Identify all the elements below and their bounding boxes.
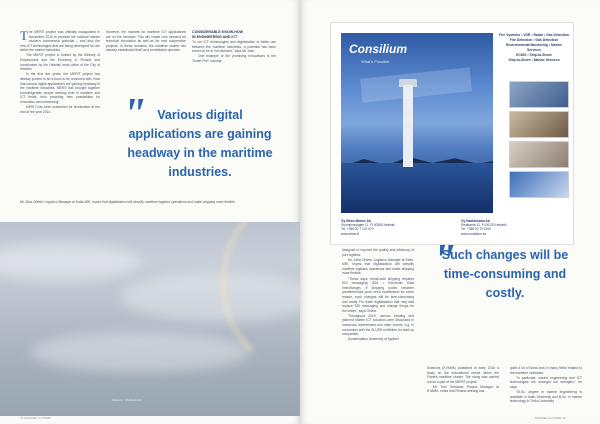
lighthouse-photo xyxy=(341,33,493,213)
contact-line: Tel. +358 20 79 2200 xyxy=(461,227,491,232)
contact-line: www.miran.fi xyxy=(341,231,360,236)
contact-line: www.consilium.se xyxy=(461,231,487,236)
photo-credit: Walsula / Shutterstock xyxy=(112,398,142,402)
product-list xyxy=(499,33,569,63)
right-column-1 xyxy=(342,248,414,412)
advertisement xyxy=(330,22,574,245)
pull-quote: Such changes will be time-consuming and costly. xyxy=(441,248,569,300)
paragraph: One example of the promising innovations is the 'Smart Port' concept. xyxy=(192,54,276,64)
paragraph: he MERIT project was officially inaugurated in November 2013 to promote the national marine cluster's commercial potential – and also the new ICT technologies that are being developed for use within the marine industries. xyxy=(20,30,100,53)
page-footer-right: MARINE CLUSTER 19 xyxy=(535,416,566,420)
list-item: Fire Systems • VDR • Radar • Gas Detection xyxy=(499,33,569,37)
paragraph: designed to improve the quality and efficiency of port logistics. xyxy=(342,248,414,257)
paragraph: Kymenlaakso University of Applied xyxy=(348,337,399,342)
right-column-2 xyxy=(427,366,499,412)
left-column-3 xyxy=(192,30,276,80)
contact-line: Eteläranta 12, FI-00130 Helsinki xyxy=(461,223,507,228)
list-item: Ship-to-Shore • Marine Services xyxy=(508,58,560,62)
paragraph: MERIT has been scheduled for termination at the end of the year 2014. xyxy=(20,105,100,114)
page-footer-left: 18 MARINE CLUSTER xyxy=(20,416,51,420)
contact-line: Tel. +358 20 7 123 570 xyxy=(341,227,374,232)
contact-block xyxy=(461,219,566,236)
contact-block xyxy=(341,219,441,236)
paragraph: "In particular, marine engineering and ICT technologies are amongst our strengths," he says. xyxy=(510,375,582,389)
right-column-3 xyxy=(510,366,582,412)
paragraph: Mr. Jaha Ohtele, Logistics Manager at Kalla-MRI, hopes that digitalization will simplify maritime logistics operations and make shipping more flexible. xyxy=(342,257,414,276)
subheading: CONSIDERABLE KNOW-HOW xyxy=(192,30,244,34)
left-column-1 xyxy=(20,30,100,180)
brand-tagline: What's Possible xyxy=(361,59,390,64)
paragraph: In the first two years, the MERIT project has already proved to be a boon to be reckoned with. Now that various digital applications are gaining headway in the maritime industries, MERIT has brought together knowledgeable people working both in maritime and ICT fields, thus providing new possibilities for innovation and networking. xyxy=(20,72,100,104)
paragraph: "These days, break-bulk shipping requires EDI messaging (EDI = Electronic Data Interchange). If shipping routes between predetermined ports need modification for some reason, such changes will be time-consuming and costly. For trade digitalization that may well replace EDI messaging and change things for the better," says Ohtele. xyxy=(342,276,414,313)
list-item: ECDIS • Ship-to-Shore xyxy=(516,53,552,57)
paragraph: quite a lot of know-how in many fields related to the maritime industries. xyxy=(510,366,582,375)
brand-logo: Consilium xyxy=(349,42,408,56)
thumbnail-photo xyxy=(509,81,569,108)
thumbnail-photo xyxy=(509,111,569,138)
list-item: Fire Detection • Gas Detection xyxy=(509,38,559,42)
pull-quote: Various digital applications are gaining headway in the maritime industries. xyxy=(127,108,273,179)
sky-rainbow-photo xyxy=(0,222,300,416)
paragraph: Throughout 2015, various existing and planned marine ICT solutions were discussed in numerous conferences and other events, e.g. in connection with the SLUSH exhibition for start-up companies. xyxy=(342,313,414,337)
thumbnail-photo xyxy=(509,171,569,198)
photo-caption: Mr. Aina Öhtele, Logistics Manager at Kalla-MRI, hopes that digitalization will simplify maritime logistics operations and make shipping more flexible. xyxy=(20,200,236,204)
subheading: IN ENGINEERING AND ICT xyxy=(192,34,238,39)
quote-mark-icon: " xyxy=(122,89,147,138)
paragraph: Sciences (KYAMK) published in early 2016 a study on the educational needs within the Finnish maritime cluster. The study was carried out as a part of the MERIT project. xyxy=(427,366,499,384)
contact-name: Oy Haaksivaara Ab xyxy=(461,219,490,223)
left-column-2 xyxy=(106,30,186,80)
contact-line: Sturmpinsvägen 11, FI-00380 Helsinki xyxy=(341,223,395,228)
drop-cap: T xyxy=(20,28,28,43)
list-item: Environmental Monitoring • Marine Services xyxy=(505,43,562,52)
quote-mark-icon: " xyxy=(432,235,457,284)
contact-name: Oy Miran Marine Ab xyxy=(341,219,371,223)
paragraph: The MERIT project is funded by the Ministry of Employment and the Economy in Finland and coordinated by the Helsinki head office of the City of Helsinki. xyxy=(20,53,100,72)
thumbnail-photo xyxy=(509,141,569,168)
paragraph: "M.Sc. degree in marine engineering is available in Aalto University and B.Sc. in marine technology in Turku University xyxy=(510,389,582,404)
paragraph: Mr. Tom Oresavar, Project Manager at KYAMK, notes that Finland already has xyxy=(427,384,499,394)
paragraph: "In our ICT technologies and digitalization to better use between the maritime industries, a potential has been shown to be in hot demand," says Mr. Anin. xyxy=(192,40,276,54)
paragraph: However, the markets for maritime ICT applications are on the increase. This will create new demand for technical innovation as well as for new cooperative projects. In these domains, the maritime cluster has already established itself as a remarkable operator. xyxy=(106,30,186,53)
